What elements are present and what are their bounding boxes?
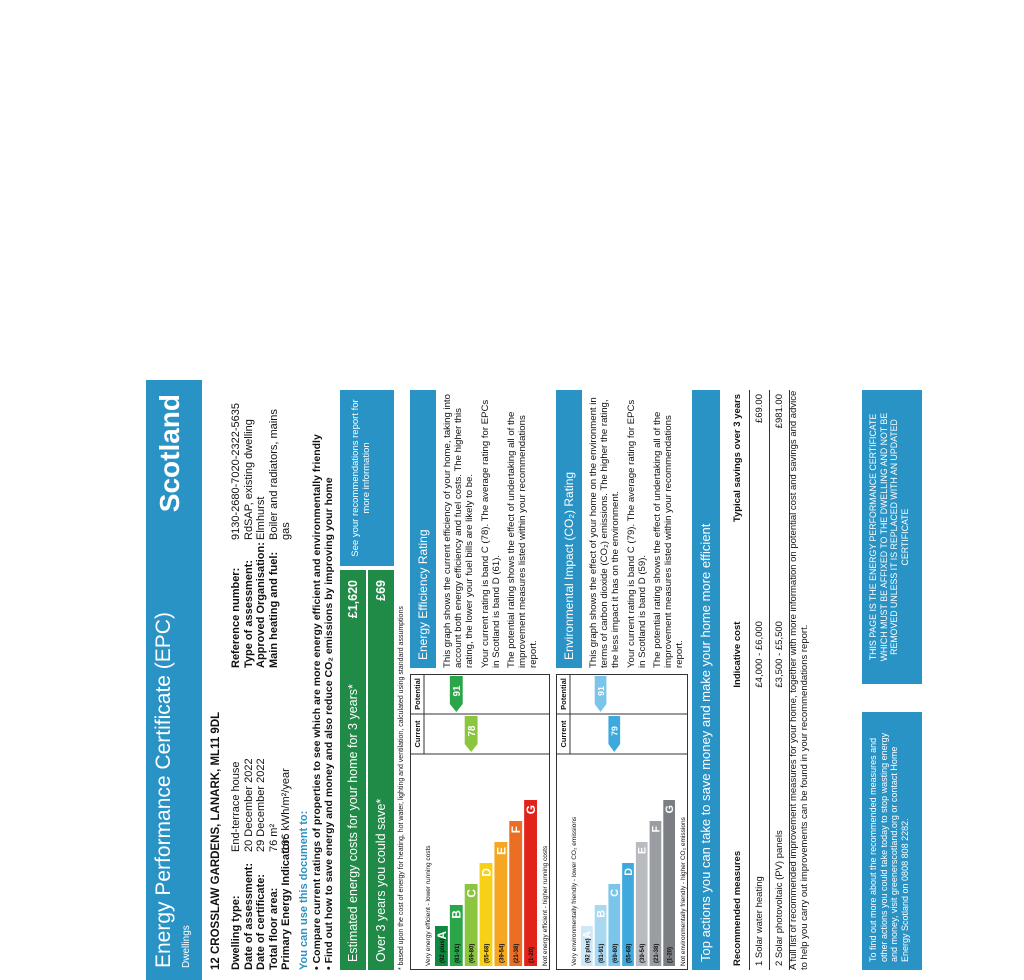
band-letter: F xyxy=(509,826,524,834)
savings-bar xyxy=(368,570,394,970)
savings-value: £69 xyxy=(374,580,388,601)
measure-name: 1 Solar water heating xyxy=(750,692,770,970)
measure-cost: £3,500 - £5,500 xyxy=(770,552,790,691)
detail-value: gas xyxy=(280,522,293,540)
detail-label: Main heating and fuel: xyxy=(267,551,280,668)
band-range-label: (39-54) xyxy=(499,943,506,963)
use-document-heading: You can use this document to: xyxy=(298,810,310,970)
detail-row xyxy=(243,758,256,970)
detail-value: Boiler and radiators, mains xyxy=(267,409,280,540)
detail-value: 29 December 2022 xyxy=(255,758,268,852)
band-range-label: (55-68) xyxy=(484,943,491,963)
detail-label: Date of certificate: xyxy=(255,874,268,970)
savings-label: Over 3 years you could save* xyxy=(374,798,388,962)
band-letter: A xyxy=(434,931,449,940)
measures-table xyxy=(726,390,790,970)
measures-header-cell: Typical savings over 3 years xyxy=(726,390,750,552)
energy-efficiency-chart xyxy=(410,674,550,970)
efficiency-paragraph: The potential rating shows the effect of undertaking all of the improvement measures listed within your recommendations report. xyxy=(506,411,540,668)
see-recommendations-box: See your recommendations report for more information xyxy=(340,390,394,566)
measure-cost: £4,000 - £6,000 xyxy=(750,552,770,691)
detail-row xyxy=(255,758,268,970)
band-letter: C xyxy=(464,889,479,898)
recommendations-note: A full list of recommended improvement measures for your home, together with more information on potential cost and savings and advice to help you carry out improvements can be found in your recommendations report. xyxy=(788,390,810,970)
band-letter: D xyxy=(622,868,635,876)
detail-value: 166 kWh/m²/year xyxy=(280,768,293,852)
bullet-item: • Compare current ratings of properties to see which are more energy efficient and environmentally friendly xyxy=(311,434,323,970)
table-row xyxy=(770,390,790,970)
band-range-label: (21-38) xyxy=(514,943,521,963)
table-row xyxy=(750,390,770,970)
band-letter: A xyxy=(581,931,594,939)
top-actions-heading: Top actions you can take to save money and make your home more efficient xyxy=(692,390,720,970)
band-range-label: (55-68) xyxy=(626,943,633,963)
detail-value: 9130-2680-7020-2322-5635 xyxy=(230,402,242,540)
current-column-header: Current xyxy=(559,720,568,748)
bullet-text: Compare current ratings of properties to see which are more energy efficient and environmentally friendly xyxy=(311,434,323,964)
band-letter: D xyxy=(479,868,494,877)
band-letter: B xyxy=(449,910,464,919)
detail-value: End-terrace house xyxy=(230,761,242,852)
detail-row xyxy=(280,758,293,970)
band-range-label: (21-38) xyxy=(653,943,660,963)
efficiency-paragraph: This graph shows the current efficiency of your home, taking into account both energy efficiency and fuel costs. The higher this rating, the lower your fuel bills are likely to be. xyxy=(442,394,476,668)
detail-value: RdSAP, existing dwelling xyxy=(242,419,255,540)
current-rating-value: 78 xyxy=(467,725,479,737)
environmental-heading: Environmental Impact (CO₂) Rating xyxy=(556,390,582,668)
measure-saving: £69.00 xyxy=(750,390,770,552)
detail-label: Total floor area: xyxy=(267,887,280,970)
details-left xyxy=(230,758,293,970)
certificate-subtitle: Dwellings xyxy=(181,925,192,968)
band-letter: G xyxy=(524,805,538,815)
band-letter: B xyxy=(595,910,608,918)
country-label: Scotland xyxy=(154,394,185,513)
bullet-item: • Find out how to save energy and money and also reduce CO₂ emissions by improving your home xyxy=(323,477,335,970)
potential-column-header: Potential xyxy=(559,678,568,710)
band-letter: E xyxy=(636,847,649,855)
band-range-label: (81-91) xyxy=(599,943,606,963)
detail-row xyxy=(255,403,268,668)
band-range-label: (39-54) xyxy=(640,943,647,963)
detail-row xyxy=(268,758,281,970)
detail-row xyxy=(230,403,243,668)
band-range-label: (69-80) xyxy=(469,943,476,963)
band-range-label: (1-20) xyxy=(667,946,674,963)
cost-footnote: * based upon the cost of energy for heating, hot water, lighting and ventilation, calculated using standard assumptions xyxy=(398,606,405,970)
band-letter: C xyxy=(609,889,622,897)
detail-row xyxy=(280,403,293,668)
potential-column-header: Potential xyxy=(413,678,422,710)
environmental-paragraph: The potential rating shows the effect of undertaking all of the improvement measures listed within your recommendations report. xyxy=(652,411,686,668)
estimated-cost-value: £1,620 xyxy=(346,580,360,619)
estimated-cost-label: Estimated energy costs for your home for 3 years* xyxy=(346,684,360,962)
detail-row xyxy=(243,403,256,668)
detail-label: Type of assessment: xyxy=(242,559,255,668)
measures-header-row xyxy=(726,390,750,970)
current-rating-value: 79 xyxy=(609,726,620,736)
bullet-text: Find out how to save energy and money and also reduce CO₂ emissions by improving your home xyxy=(323,477,335,964)
band-range-label: (1-20) xyxy=(529,946,536,963)
band-range-label: (92 plus) xyxy=(439,938,446,963)
current-column-header: Current xyxy=(413,720,422,748)
detail-row xyxy=(230,758,243,970)
band-letter: F xyxy=(650,826,663,833)
environmental-description xyxy=(588,390,690,668)
detail-label: Dwelling type: xyxy=(230,895,242,970)
chart-bottom-label: Not energy efficient - higher running costs xyxy=(542,845,549,966)
detail-value: 76 m² xyxy=(267,823,280,852)
property-address: 12 CROSSLAW GARDENS, LANARK, ML11 9DL xyxy=(210,711,222,970)
potential-rating-value: 91 xyxy=(452,685,464,697)
band-letter: G xyxy=(664,805,676,814)
potential-rating-value: 91 xyxy=(595,686,606,696)
measure-name: 2 Solar photovoltaic (PV) panels xyxy=(770,692,790,970)
environmental-paragraph: Your current rating is band C (79). The average rating for EPCs in Scotland is band D (59). xyxy=(625,399,648,668)
measures-header-cell: Recommended measures xyxy=(726,692,750,970)
measure-saving: £981.00 xyxy=(770,390,790,552)
estimated-cost-bar xyxy=(340,570,366,970)
band-range-label: (81-91) xyxy=(454,943,461,963)
detail-label: Approved Organisation: xyxy=(255,542,268,668)
band-range-label: (69-80) xyxy=(612,943,619,963)
epc-page xyxy=(146,380,1006,980)
environmental-impact-chart xyxy=(556,674,688,970)
details-right xyxy=(230,403,293,668)
detail-value: 20 December 2022 xyxy=(242,758,255,852)
band-range-label: (92 plus) xyxy=(585,938,592,963)
chart-bottom-label: Not environmentally friendly - higher CO₂ emissions xyxy=(680,817,687,966)
efficiency-heading: Energy Efficiency Rating xyxy=(410,390,436,668)
detail-row xyxy=(268,403,281,668)
rating-band-g xyxy=(663,800,675,966)
environmental-paragraph: This graph shows the effect of your home on the environment in terms of carbon dioxide (CO₂) emissions. The higher the rating, the less impact it has on the environment. xyxy=(588,397,622,668)
efficiency-paragraph: Your current rating is band C (78). The average rating for EPCs in Scotland is band D (61). xyxy=(479,399,502,668)
detail-label: Reference number: xyxy=(230,567,242,668)
detail-value: Elmhurst xyxy=(255,496,268,540)
chart-top-label: Very environmentally friendly - lower CO₂ emissions xyxy=(571,816,578,966)
chart-top-label: Very energy efficient - lower running costs xyxy=(425,845,432,966)
detail-label: Primary Energy Indicator: xyxy=(280,835,293,970)
band-letter: E xyxy=(494,847,509,855)
rating-band-g xyxy=(524,800,537,966)
detail-label: Date of assessment: xyxy=(242,863,255,970)
certificate-header xyxy=(146,380,202,980)
measures-header-cell: Indicative cost xyxy=(726,552,750,691)
efficiency-description xyxy=(442,390,544,668)
find-out-more-box: To find out more about the recommended measures and other actions you could take today to stop wasting energy and money, visit greenerscotland.org or contact Home Energy Scotland on 0808 808 2282. xyxy=(862,712,922,970)
affix-notice-box: THIS PAGE IS THE ENERGY PERFORMANCE CERTIFICATE WHICH MUST BE AFFIXED TO THE DWELLING AND NOT BE REMOVED UNLESS IT IS REPLACED WITH AN UPDATED CERTIFICATE xyxy=(862,390,922,684)
certificate-title: Energy Performance Certificate (EPC) xyxy=(152,612,175,968)
